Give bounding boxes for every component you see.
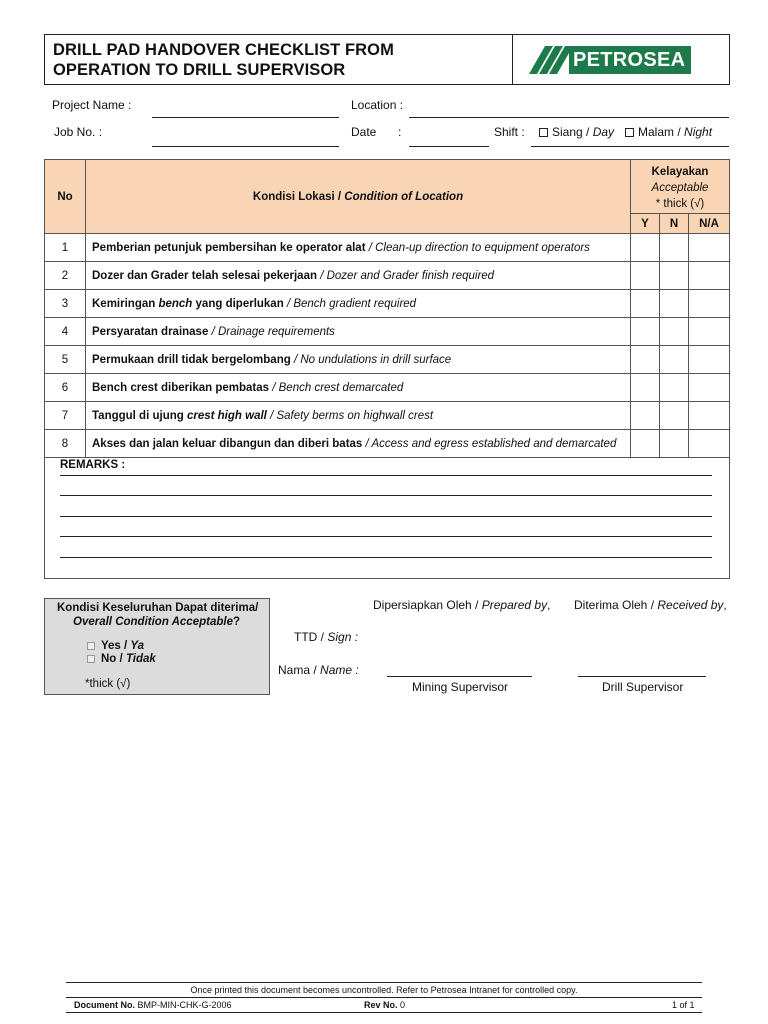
header-y: Y [631,214,660,234]
remarks-line[interactable] [60,516,712,517]
project-name-label: Project Name : [52,98,132,112]
shift-field [531,146,729,147]
check-y[interactable] [631,402,660,430]
footer-divider [66,982,702,983]
overall-condition-box: Kondisi Keseluruhan Dapat diterima/ Overall Condition Acceptable? Yes / Ya No / Tidak *thick (√) [44,598,270,695]
date-field[interactable] [409,146,489,147]
remarks-line[interactable] [60,557,712,558]
location-field[interactable] [409,117,729,118]
job-no-label: Job No. : [54,125,103,139]
table-row: 6 Bench crest diberikan pembatas / Bench crest demarcated [45,374,730,402]
header-acceptable: Kelayakan Acceptable * thick (√) [631,160,730,214]
table-row: 4 Persyaratan drainase / Drainage requirements [45,318,730,346]
shift-label: Shift : [494,125,525,139]
check-na[interactable] [689,318,730,346]
remarks-line[interactable] [60,536,712,537]
checklist-table [44,159,730,458]
date-colon: : [398,125,402,139]
checkbox-icon[interactable] [87,655,95,663]
check-na[interactable] [689,402,730,430]
overall-note: *thick (√) [85,678,131,690]
table-row: 8 Akses dan jalan keluar dibangun dan diberi batas / Access and egress established and demarcated [45,430,730,458]
document-number: Document No. BMP-MIN-CHK-G-2006 [74,1000,232,1010]
check-n[interactable] [660,318,689,346]
header-n: N [660,214,689,234]
table-row: 5 Permukaan drill tidak bergelombang / No undulations in drill surface [45,346,730,374]
check-n[interactable] [660,234,689,262]
footer-disclaimer: Once printed this document becomes uncontrolled. Refer to Petrosea Intranet for controlled copy. [190,985,578,995]
drill-supervisor-label: Drill Supervisor [602,680,684,694]
header-condition: Kondisi Lokasi / Condition of Location [86,160,631,234]
check-y[interactable] [631,430,660,458]
table-row: 1 Pemberian petunjuk pembersihan ke operator alat / Clean-up direction to equipment operators [45,234,730,262]
remarks-label: REMARKS : [60,459,126,471]
document-title: DRILL PAD HANDOVER CHECKLIST FROM OPERATION TO DRILL SUPERVISOR [45,35,513,84]
check-na[interactable] [689,346,730,374]
check-n[interactable] [660,346,689,374]
table-row: 3 Kemiringan bench yang diperlukan / Bench gradient required [45,290,730,318]
received-by-label: Diterima Oleh / Received by, [574,598,727,612]
check-y[interactable] [631,346,660,374]
name-label: Nama / Name : [278,663,359,677]
logo-text: PETROSEA [569,46,691,74]
remarks-line[interactable] [60,495,712,496]
remarks-section [44,456,730,579]
drill-supervisor-signature-line[interactable] [578,676,706,677]
revision-number: Rev No. 0 [364,1000,406,1010]
checkbox-icon[interactable] [625,128,634,137]
job-no-field[interactable] [152,146,339,147]
page-number: 1 of 1 [672,1000,695,1010]
prepared-by-label: Dipersiapkan Oleh / Prepared by, [373,598,551,612]
check-y[interactable] [631,374,660,402]
check-na[interactable] [689,262,730,290]
mining-supervisor-label: Mining Supervisor [412,680,509,694]
check-na[interactable] [689,374,730,402]
check-na[interactable] [689,290,730,318]
check-y[interactable] [631,318,660,346]
checkbox-icon[interactable] [539,128,548,137]
check-y[interactable] [631,290,660,318]
remarks-line[interactable] [60,475,712,476]
date-label: Date [351,125,377,139]
location-label: Location : [351,98,404,112]
table-row: 7 Tanggul di ujung crest high wall / Safety berms on highwall crest [45,402,730,430]
mining-supervisor-signature-line[interactable] [387,676,532,677]
sign-label: TTD / Sign : [294,630,359,644]
shift-day-option[interactable]: Siang / Day [539,125,614,139]
table-row: 2 Dozer dan Grader telah selesai pekerjaan / Dozer and Grader finish required [45,262,730,290]
shift-night-option[interactable]: Malam / Night [625,125,712,139]
petrosea-logo [513,35,729,84]
checkbox-icon[interactable] [87,642,95,650]
check-n[interactable] [660,402,689,430]
header-na: N/A [689,214,730,234]
document-header [44,34,730,85]
check-n[interactable] [660,374,689,402]
overall-yes-option[interactable]: Yes / Ya [87,640,144,652]
check-y[interactable] [631,262,660,290]
check-n[interactable] [660,430,689,458]
check-n[interactable] [660,290,689,318]
header-no: No [45,160,86,234]
project-name-field[interactable] [152,117,339,118]
check-n[interactable] [660,262,689,290]
check-y[interactable] [631,234,660,262]
footer-divider [66,997,702,998]
check-na[interactable] [689,430,730,458]
overall-no-option[interactable]: No / Tidak [87,653,156,665]
check-na[interactable] [689,234,730,262]
footer-divider [66,1012,702,1013]
